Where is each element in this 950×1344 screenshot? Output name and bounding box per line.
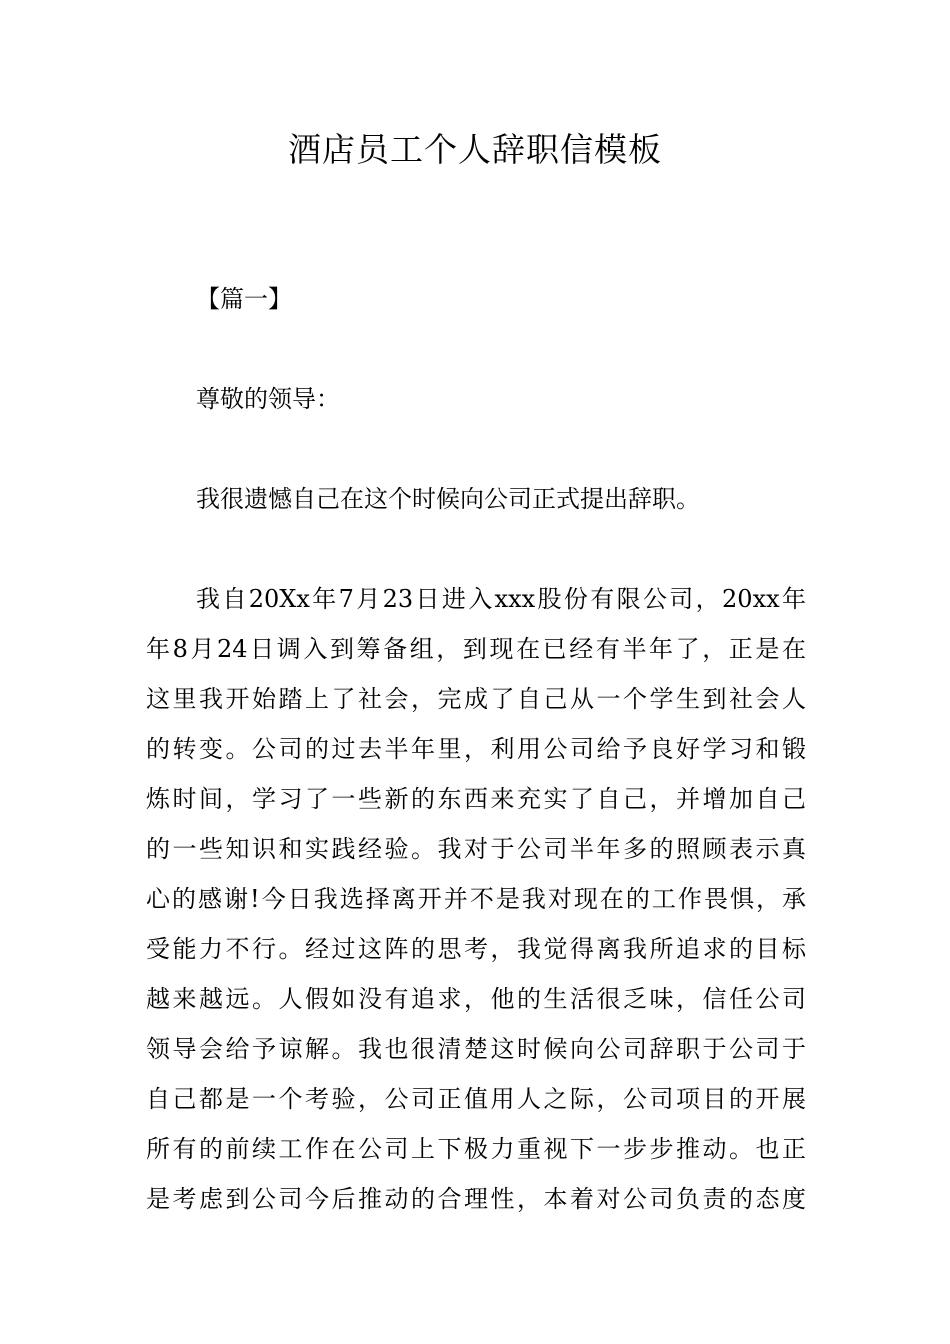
body-line: 的转变。公司的过去半年里，利用公司给予良好学习和锻 [146,735,806,763]
section-heading: 【篇一】 [196,285,292,313]
body-line: 自己都是一个考验，公司正值用人之际，公司项目的开展 [146,1085,806,1113]
body-line: 所有的前续工作在公司上下极力重视下一步步推动。也正 [146,1135,806,1163]
paragraph-opening: 我很遗憾自己在这个时候向公司正式提出辞职。 [196,485,700,513]
body-line: 是考虑到公司今后推动的合理性，本着对公司负责的态度 [146,1185,806,1213]
body-line: 这里我开始踏上了社会，完成了自己从一个学生到社会人 [146,685,806,713]
body-line: 越来越远。人假如没有追求，他的生活很乏味，信任公司 [146,985,806,1013]
body-line: 炼时间，学习了一些新的东西来充实了自己，并增加自己 [146,785,806,813]
body-line: 受能力不行。经过这阵的思考，我觉得离我所追求的目标 [146,935,806,963]
body-line: 我自20Xx年7月23日进入xxx股份有限公司，20xx年 [196,585,806,613]
salutation: 尊敬的领导： [196,385,340,413]
body-line: 心的感谢!今日我选择离开并不是我对现在的工作畏惧，承 [146,885,806,913]
body-line: 领导会给予谅解。我也很清楚这时候向公司辞职于公司于 [146,1035,806,1063]
document-title: 酒店员工个人辞职信模板 [288,130,662,169]
body-line: 的一些知识和实践经验。我对于公司半年多的照顾表示真 [146,835,806,863]
body-line: 年8月24日调入到筹备组，到现在已经有半年了，正是在 [146,635,806,663]
